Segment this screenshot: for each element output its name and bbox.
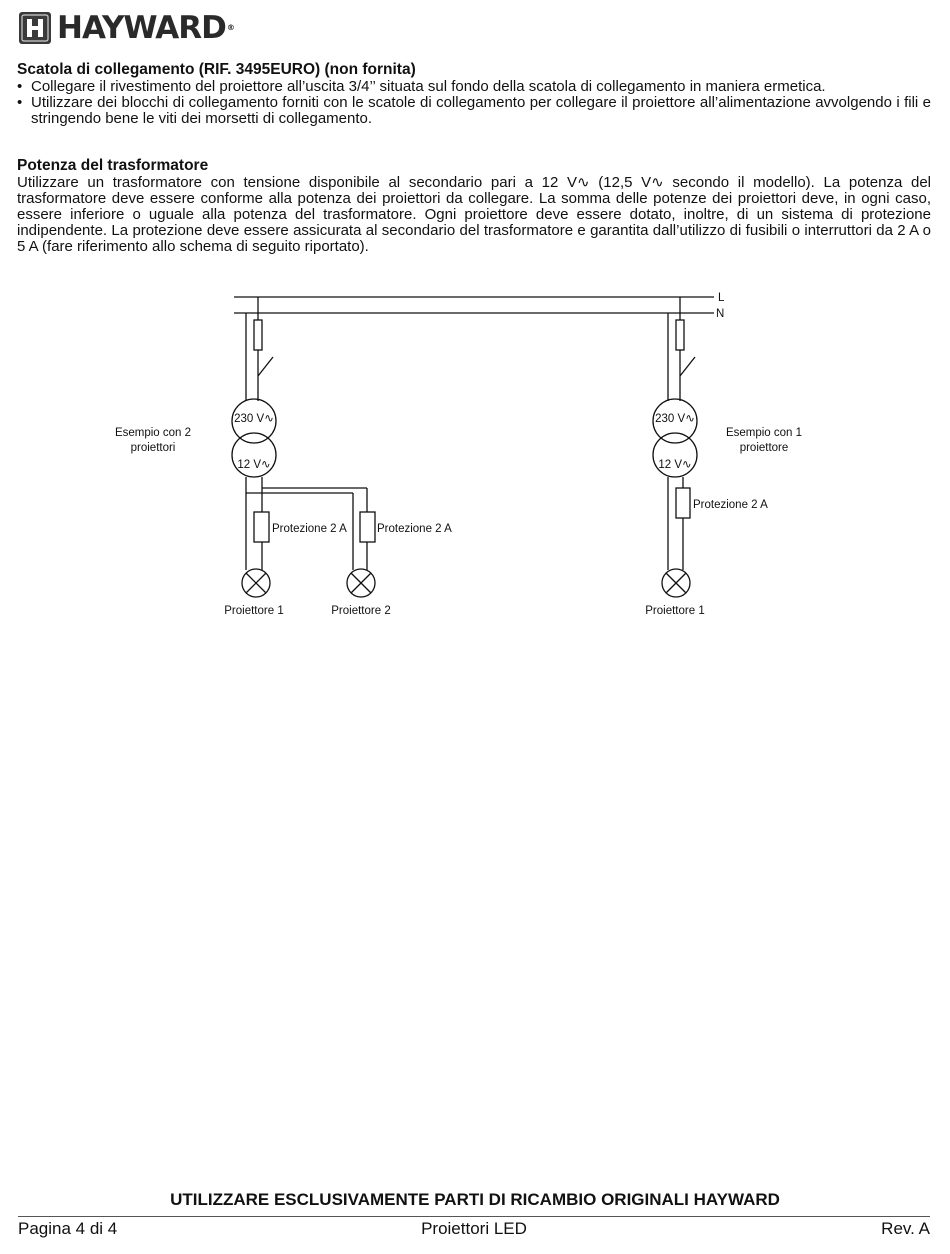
footer-note: UTILIZZARE ESCLUSIVAMENTE PARTI DI RICAMBIO ORIGINALI HAYWARD [170,1190,780,1209]
transformer-primary-label-left: 230 V∿ [234,413,274,425]
protection-label-left-1: Protezione 2 A [272,523,347,535]
lamp-label-right-1: Proiettore 1 [645,605,705,617]
product-name: Proiettori LED [421,1219,527,1238]
transformer-body: Utilizzare un trasformatore con tensione disponibile al secondario pari a 12 V∿ (12,5 V∿ secondo il modello). La potenza del trasformatore deve essere conforme alla potenza dei proiettori da collegare. La somma delle potenze dei proiettori deve, in ogni caso, essere inferiore o uguale alla potenza del trasformatore. Ogni proiettore deve essere dotato, inoltre, di un sistema di protezione indipendente. La protezione deve essere assicurata al secondario del trasformatore e garantita dall’utilizzo di fusibili o interruttori da 2 A o 5 A (fare riferimento allo schema di seguito riportato). [17,174,931,255]
protection-fuse-left-1 [254,512,269,542]
page-number: Pagina 4 di 4 [18,1219,118,1238]
revision: Rev. A [881,1219,930,1238]
bus-label-n: N [716,308,725,320]
brand-name: HAYWARD® [57,10,234,46]
example-right-line1: Esempio con 1 [725,427,803,439]
switch-left [258,357,273,376]
lamp-label-left-2: Proiettore 2 [331,605,391,617]
junction-box-title: Scatola di collegamento (RIF. 3495EURO) (non fornita) [17,61,416,78]
lamp-label-left-1: Proiettore 1 [224,605,284,617]
transformer-secondary-label-right: 12 V∿ [658,459,692,471]
transformer-section [17,158,931,255]
transformer-primary-label-right: 230 V∿ [655,413,695,425]
protection-label-right: Protezione 2 A [693,499,768,511]
example-left-line2: proiettori [130,442,176,454]
transformer-secondary-label-left: 12 V∿ [237,459,271,471]
example-left-line1: Esempio con 2 [114,427,192,439]
protection-label-left-2: Protezione 2 A [377,523,452,535]
transformer-title: Potenza del trasformatore [17,157,209,174]
example-right-line2: proiettore [739,442,789,454]
protection-fuse-left-2 [360,512,375,542]
wiring-diagram [0,280,950,625]
junction-box-section [17,62,931,127]
hayward-logo-icon [18,11,52,45]
primary-fuse-right [676,320,684,350]
bus-label-l: L [718,292,725,304]
footer-divider [18,1216,930,1217]
primary-fuse-left [254,320,262,350]
switch-right [680,357,695,376]
protection-fuse-right [676,488,690,518]
bullet-item: • Utilizzare dei blocchi di collegamento forniti con le scatole di collegamento per collegare il proiettore all’alimentazione avvolgendo i fili e stringendo bene le viti dei morsetti di collegamento. [17,94,931,127]
brand-logo [18,8,234,48]
bullet-item: • Collegare il rivestimento del proiettore all’uscita 3/4’’ situata sul fondo della scatola di collegamento in maniera ermetica. [17,78,826,95]
brand-registered-mark: ® [226,23,234,32]
